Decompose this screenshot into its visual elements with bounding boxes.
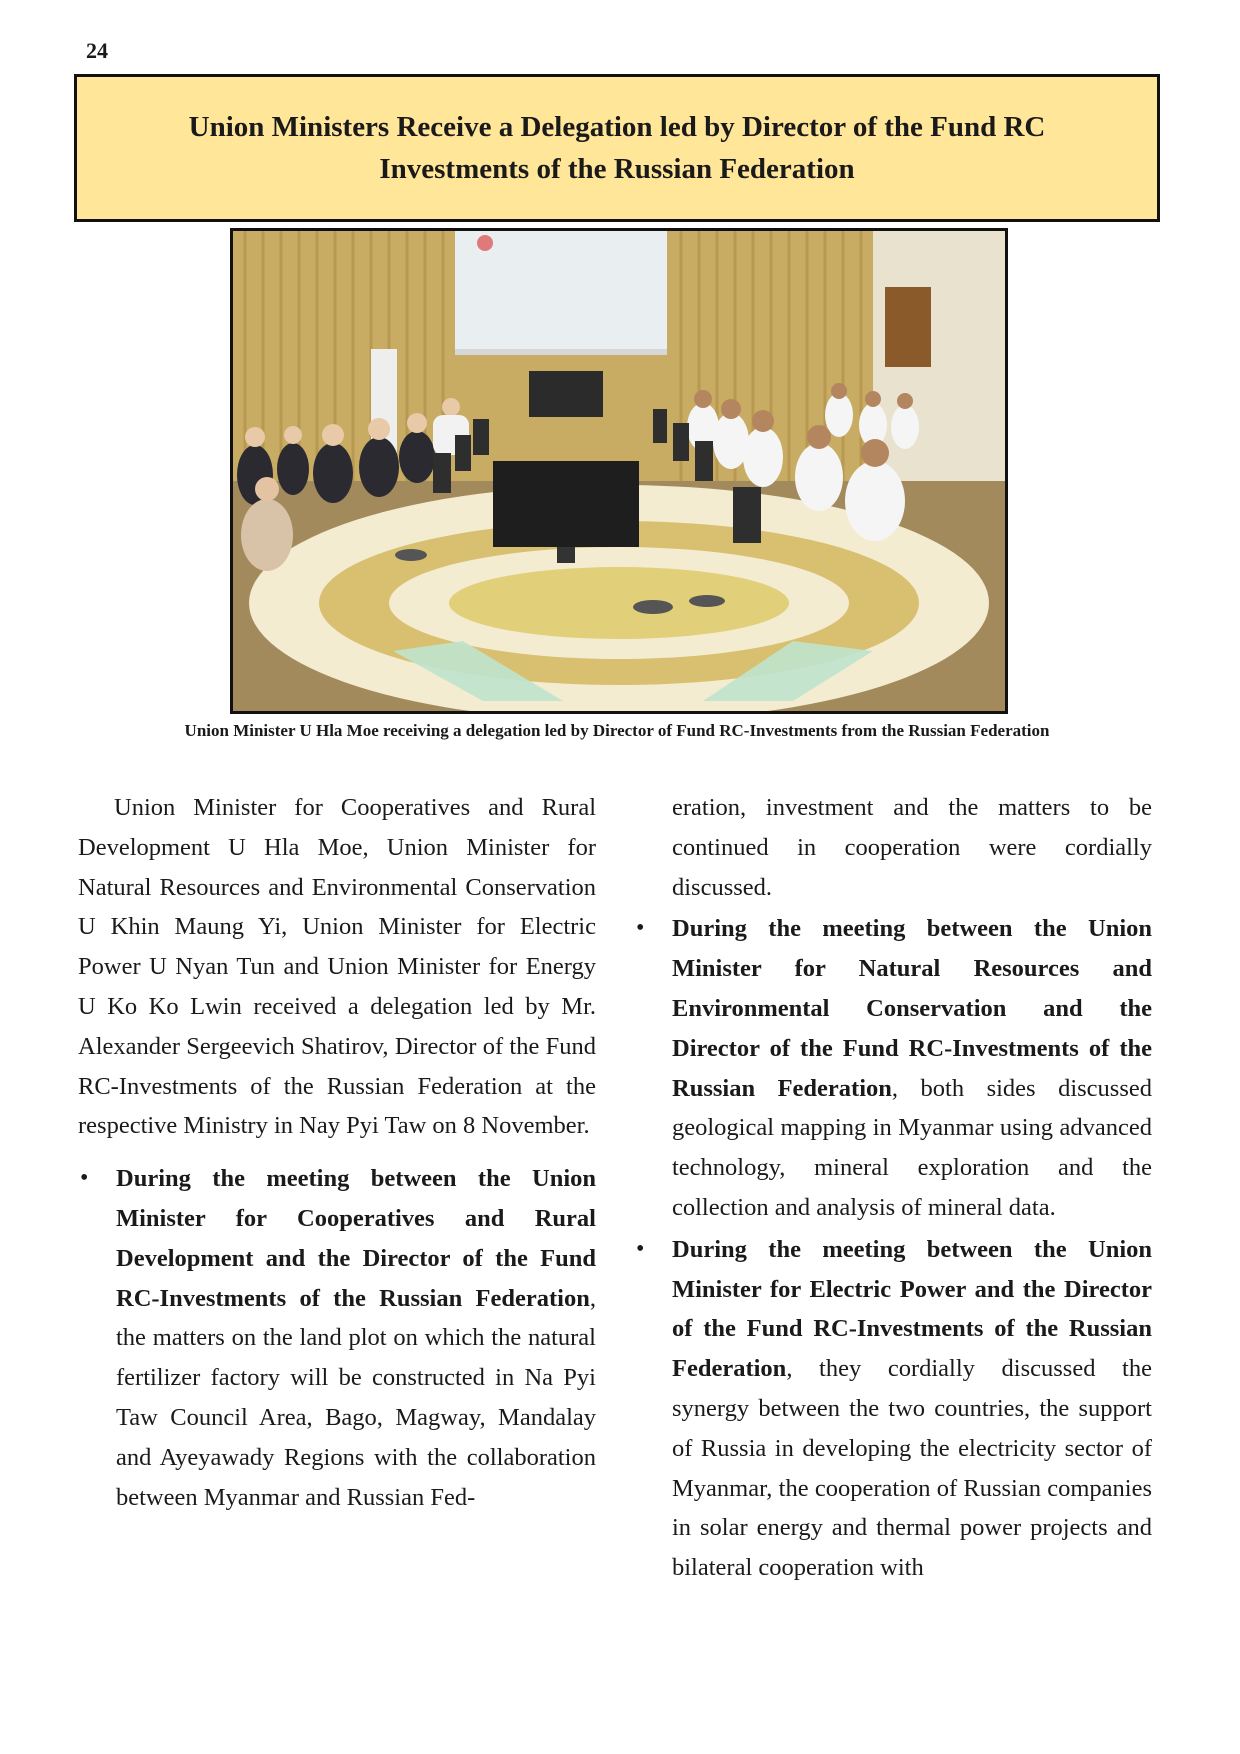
bullet-text: , both sides discussed geological mapping in Myanmar using advanced technology, mineral exploration and the collection and analysis of mineral data. bbox=[672, 1074, 1152, 1221]
bullet-item-natural-resources bbox=[634, 909, 1152, 1227]
bullet-list-right bbox=[634, 909, 1152, 1588]
article-title: Union Ministers Receive a Delegation led by Director of the Fund RC Investments of the Russian Federation bbox=[188, 111, 1046, 185]
right-column bbox=[634, 788, 1152, 1588]
meeting-photo-illustration bbox=[233, 231, 1005, 711]
photo-caption: Union Minister U Hla Moe receiving a delegation led by Director of Fund RC-Investments from the Russian Federation bbox=[184, 721, 1050, 740]
intro-paragraph: Union Minister for Cooperatives and Rural Development U Hla Moe, Union Minister for Natural Resources and Environmental Conservation U Khin Maung Yi, Union Minister for Electric Power U Nyan Tun and Union Minister for Energy U Ko Ko Lwin received a delegation led by Mr. Alexander Sergeevich Shatirov, Director of the Fund RC-Investments of the Russian Federation at the respective Ministry in Nay Pyi Taw on 8 November. bbox=[78, 794, 596, 1140]
bullet-text: , the matters on the land plot on which the natural fertilizer factory will be constructed in Na Pyi Taw Council Area, Bago, Magway, Mandalay and Ayeyawady Regions with the collaboration between Myanmar and Russian Fed- bbox=[116, 1284, 596, 1511]
bullet-bold-lead: During the meeting between the Union Minister for Natural Resources and Environmental Conservation and the Director of the Fund RC-Investments of the Russian Federation bbox=[672, 915, 1152, 1102]
title-box bbox=[74, 74, 1160, 222]
left-column bbox=[78, 788, 596, 1517]
page-number: 24 bbox=[86, 38, 108, 63]
meeting-room-photo bbox=[230, 228, 1008, 714]
bullet-item-cooperatives bbox=[78, 1159, 596, 1517]
bullet-bold-lead: During the meeting between the Union Minister for Electric Power and the Director of the Fund RC-Investments of the Russian Federation bbox=[672, 1235, 1152, 1383]
bullet-bold-lead: During the meeting between the Union Minister for Cooperatives and Rural Development and the Director of the Fund RC-Investments of the Russian Federation bbox=[116, 1165, 596, 1312]
bullet-text: , they cordially discussed the synergy between the two countries, the support of Russia in developing the electricity sector of Myanmar, the cooperation of Russian companies in solar energy and thermal power projects and bilateral cooperation with bbox=[672, 1355, 1152, 1582]
bullet-continuation: eration, investment and the matters to be continued in cooperation were cordially discussed. bbox=[672, 794, 1152, 901]
bullet-list-left bbox=[78, 1159, 596, 1517]
bullet-item-electric-power bbox=[634, 1230, 1152, 1588]
